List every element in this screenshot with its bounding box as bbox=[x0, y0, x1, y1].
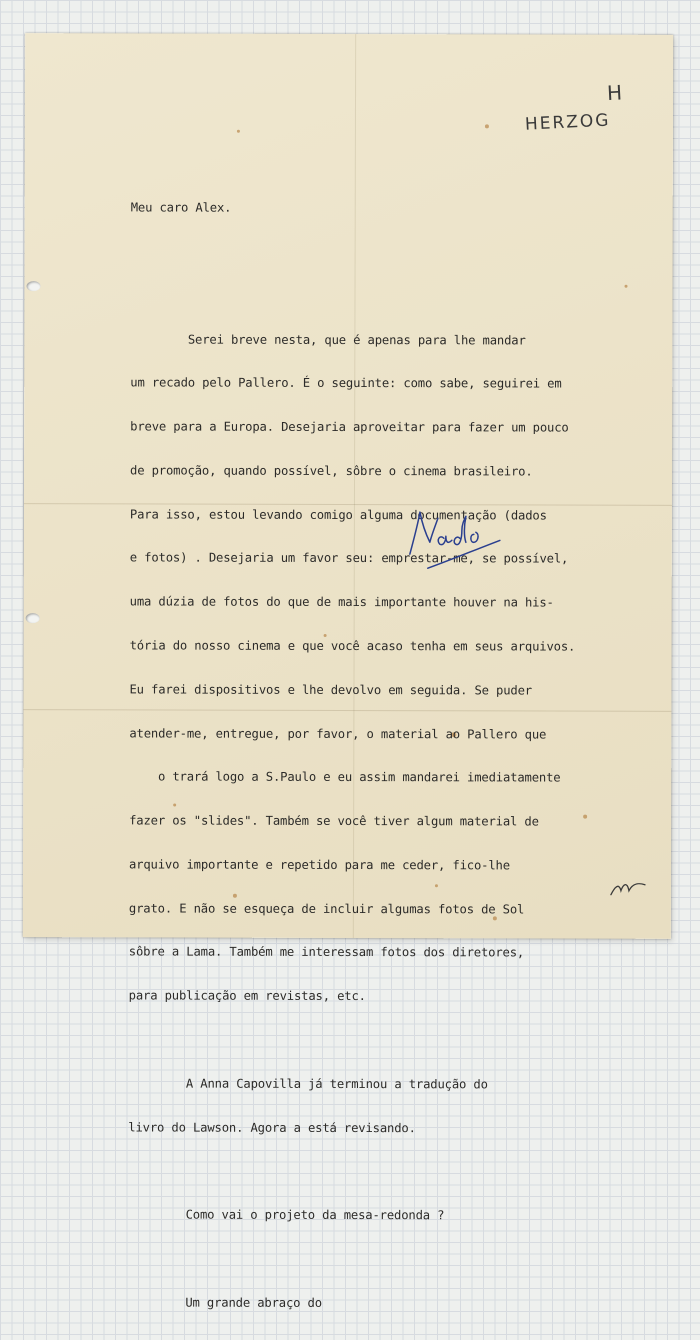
body-line: e fotos) . Desejaria um favor seu: emprestar-me, se possível, bbox=[129, 550, 569, 567]
body-line: Eu farei dispositivos e lhe devolvo em seguida. Se puder bbox=[129, 682, 532, 698]
foxing-spot bbox=[237, 130, 240, 133]
letter-body bbox=[128, 171, 651, 1340]
body-line: A Anna Capovilla já terminou a tradução do bbox=[128, 1076, 488, 1092]
body-line: breve para a Europa. Desejaria aproveitar para fazer um pouco bbox=[130, 419, 569, 435]
body-line: Para isso, estou levando comigo alguma documentação (dados bbox=[129, 507, 547, 523]
body-line: de promoção, quando possível, sôbre o cinema brasileiro. bbox=[130, 463, 533, 479]
closing: Um grande abraço do bbox=[127, 1295, 322, 1310]
archive-letter-mark: H bbox=[606, 80, 625, 106]
letter-sheet bbox=[23, 33, 673, 1310]
archive-name-mark: HERZOG bbox=[524, 110, 611, 135]
body-line: o trará logo a S.Paulo e eu assim mandarei imediatamente bbox=[129, 769, 561, 785]
body-line: atender-me, entregue, por favor, o material ao Pallero que bbox=[129, 725, 547, 742]
punch-hole bbox=[27, 281, 41, 291]
punch-hole bbox=[26, 613, 40, 623]
salutation: Meu caro Alex. bbox=[130, 200, 232, 215]
body-line: tória do nosso cinema e que você acaso tenha em seus arquivos. bbox=[129, 638, 576, 654]
body-line: grato. E não se esqueça de incluir algumas fotos de Sol bbox=[128, 901, 525, 917]
body-line: um recado pelo Pallero. É o seguinte: como sabe, seguirei em bbox=[130, 375, 562, 391]
body-line: para publicação em revistas, etc. bbox=[128, 988, 366, 1004]
body-line: fazer os "slides". Também se você tiver algum material de bbox=[129, 813, 539, 829]
signature bbox=[404, 504, 514, 574]
body-line: sôbre a Lama. Também me interessam fotos dos diretores, bbox=[128, 944, 525, 960]
body-line: uma dúzia de fotos do que de mais importante houver na his- bbox=[129, 594, 554, 610]
body-line: Serei breve nesta, que é apenas para lhe mandar bbox=[130, 331, 526, 347]
foxing-spot bbox=[485, 124, 489, 128]
pencil-page-mark bbox=[609, 877, 649, 899]
body-line: livro do Lawson. Agora a está revisando. bbox=[128, 1120, 416, 1135]
body-line: arquivo importante e repetido para me ceder, fico-lhe bbox=[128, 857, 510, 873]
body-line: Como vai o projeto da mesa-redonda ? bbox=[128, 1207, 445, 1223]
